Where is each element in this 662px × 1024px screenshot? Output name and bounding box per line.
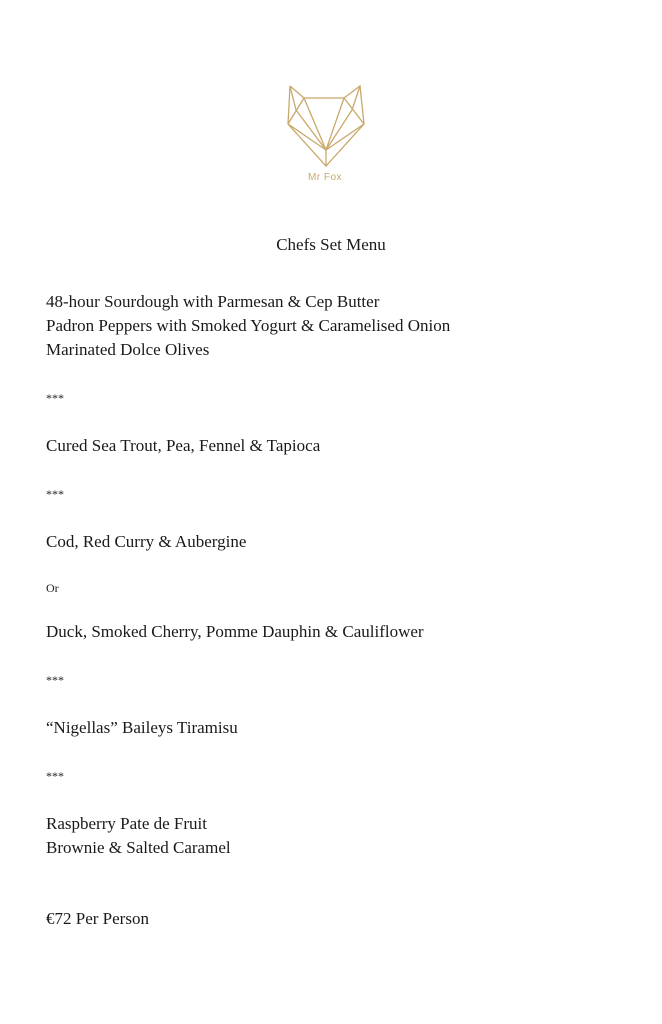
course-separator: *** bbox=[46, 391, 64, 405]
menu-item: 48-hour Sourdough with Parmesan & Cep Butter bbox=[46, 292, 380, 311]
menu-item: “Nigellas” Baileys Tiramisu bbox=[46, 718, 238, 737]
fox-head-icon bbox=[284, 80, 366, 170]
logo bbox=[284, 80, 366, 188]
menu-item: Marinated Dolce Olives bbox=[46, 340, 210, 359]
menu-item: Duck, Smoked Cherry, Pomme Dauphin & Cauliflower bbox=[46, 622, 424, 641]
logo-wordmark: Mr Fox bbox=[307, 172, 343, 183]
course-separator: *** bbox=[46, 487, 64, 501]
menu-item: Raspberry Pate de Fruit bbox=[46, 814, 207, 833]
menu-title: Chefs Set Menu bbox=[276, 235, 386, 254]
course-separator: *** bbox=[46, 769, 64, 783]
menu-item: Cod, Red Curry & Aubergine bbox=[46, 532, 247, 551]
price: €72 Per Person bbox=[46, 909, 149, 928]
or-label: Or bbox=[46, 581, 59, 595]
menu-item: Padron Peppers with Smoked Yogurt & Caramelised Onion bbox=[46, 316, 451, 335]
menu-item: Cured Sea Trout, Pea, Fennel & Tapioca bbox=[46, 436, 321, 455]
course-separator: *** bbox=[46, 673, 64, 687]
menu-item: Brownie & Salted Caramel bbox=[46, 838, 231, 857]
